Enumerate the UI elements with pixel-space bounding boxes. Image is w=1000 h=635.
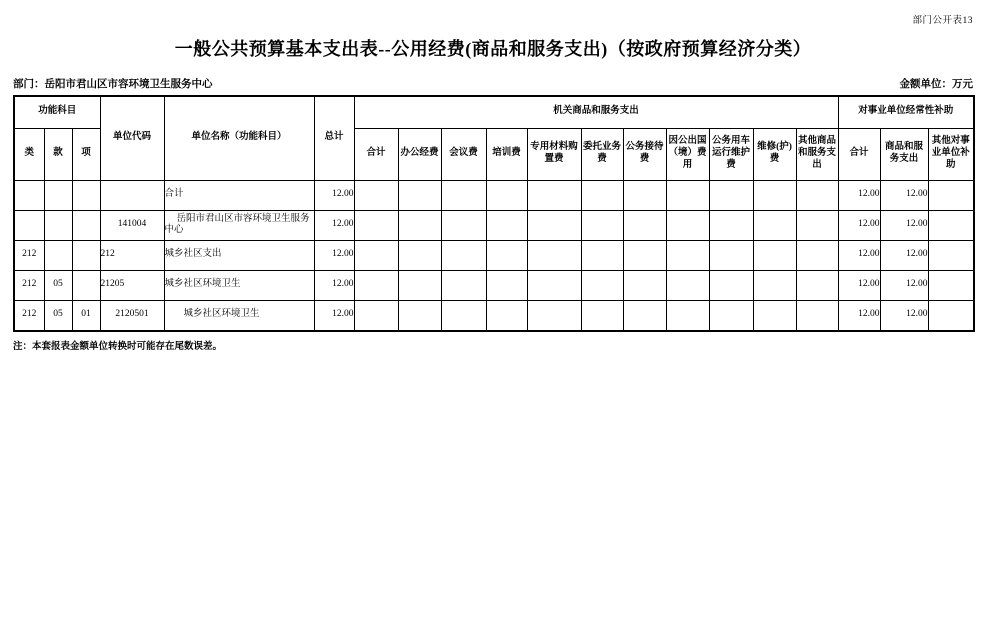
footnote: 注：本套报表金额单位转换时可能存在尾数误差。 xyxy=(13,341,223,352)
cell-agency-value xyxy=(581,300,623,331)
header-unit-name: 单位名称（功能科目） xyxy=(164,96,314,180)
cell-agency-value xyxy=(486,270,527,300)
cell-agency-value xyxy=(398,300,441,331)
header-agency-col-repair: 维修(护)费 xyxy=(753,128,796,180)
cell-agency-value xyxy=(527,240,581,270)
cell-agency-value xyxy=(581,270,623,300)
page-title: 一般公共预算基本支出表--公用经费(商品和服务支出)（按政府预算经济分类） xyxy=(174,39,812,59)
header-subsidy-group: 对事业单位经常性补助 xyxy=(838,96,974,128)
cell-agency-value xyxy=(486,240,527,270)
header-subsidy-col-other: 其他对事业单位补助 xyxy=(928,128,974,180)
cell-unit-name: 合计 xyxy=(164,180,314,210)
cell-unit-code: 212 xyxy=(100,240,164,270)
cell-class: 212 xyxy=(14,300,44,331)
cell-agency-value xyxy=(623,300,666,331)
cell-agency-value xyxy=(581,240,623,270)
amount-unit-label: 金额单位：万元 xyxy=(899,79,973,90)
cell-agency-value xyxy=(398,240,441,270)
cell-subsidy-value xyxy=(928,240,974,270)
cell-subsidy-value xyxy=(928,300,974,331)
cell-unit-code: 21205 xyxy=(100,270,164,300)
cell-subsidy-value: 12.00 xyxy=(880,210,928,240)
header-col-class: 类 xyxy=(14,128,44,180)
header-subsidy-col-goods: 商品和服务支出 xyxy=(880,128,928,180)
cell-agency-value xyxy=(441,270,486,300)
cell-agency-value xyxy=(796,300,838,331)
cell-agency-value xyxy=(666,240,709,270)
cell-agency-value xyxy=(709,270,753,300)
department-label: 部门：岳阳市君山区市容环境卫生服务中心 xyxy=(13,79,213,90)
corner-table-number: 部门公开表13 xyxy=(912,16,973,26)
cell-class xyxy=(14,210,44,240)
table-row xyxy=(14,180,974,210)
cell-section: 05 xyxy=(44,300,72,331)
cell-agency-value xyxy=(486,210,527,240)
header-agency-col-office: 办公经费 xyxy=(398,128,441,180)
cell-agency-value xyxy=(623,180,666,210)
cell-agency-value xyxy=(441,180,486,210)
cell-agency-value xyxy=(398,270,441,300)
cell-agency-value xyxy=(623,240,666,270)
cell-class xyxy=(14,180,44,210)
cell-agency-value xyxy=(796,180,838,210)
cell-agency-value xyxy=(354,300,398,331)
cell-subsidy-value: 12.00 xyxy=(880,180,928,210)
cell-subsidy-value: 12.00 xyxy=(838,270,880,300)
cell-agency-value xyxy=(354,270,398,300)
cell-class: 212 xyxy=(14,240,44,270)
cell-agency-value xyxy=(527,270,581,300)
cell-item xyxy=(72,270,100,300)
cell-unit-code xyxy=(100,180,164,210)
cell-agency-value xyxy=(441,300,486,331)
cell-agency-value xyxy=(796,210,838,240)
cell-agency-value xyxy=(666,270,709,300)
cell-agency-value xyxy=(441,210,486,240)
cell-agency-value xyxy=(486,300,527,331)
cell-agency-value xyxy=(796,240,838,270)
cell-grand-total: 12.00 xyxy=(314,180,354,210)
cell-unit-name: 城乡社区环境卫生 xyxy=(164,270,314,300)
cell-agency-value xyxy=(527,210,581,240)
cell-agency-value xyxy=(354,240,398,270)
cell-agency-value xyxy=(527,180,581,210)
header-agency-col-abroad: 因公出国（境）费用 xyxy=(666,128,709,180)
cell-section xyxy=(44,210,72,240)
meta-line xyxy=(13,76,973,91)
cell-agency-value xyxy=(398,180,441,210)
cell-agency-value xyxy=(527,300,581,331)
cell-agency-value xyxy=(709,210,753,240)
cell-agency-value xyxy=(623,210,666,240)
cell-agency-value xyxy=(796,270,838,300)
cell-unit-name: 城乡社区支出 xyxy=(164,240,314,270)
header-function-group: 功能科目 xyxy=(14,96,100,128)
cell-unit-code: 141004 xyxy=(100,210,164,240)
cell-section xyxy=(44,240,72,270)
cell-subsidy-value: 12.00 xyxy=(838,210,880,240)
cell-class: 212 xyxy=(14,270,44,300)
table-header xyxy=(14,96,974,180)
cell-agency-value xyxy=(354,180,398,210)
header-col-item: 项 xyxy=(72,128,100,180)
cell-agency-value xyxy=(666,210,709,240)
cell-item xyxy=(72,180,100,210)
cell-agency-value xyxy=(623,270,666,300)
header-agency-col-meeting: 会议费 xyxy=(441,128,486,180)
cell-unit-name: 城乡社区环境卫生 xyxy=(164,300,314,331)
cell-subsidy-value xyxy=(928,210,974,240)
cell-grand-total: 12.00 xyxy=(314,210,354,240)
table-row xyxy=(14,300,974,331)
header-agency-col-training: 培训费 xyxy=(486,128,527,180)
cell-agency-value xyxy=(709,240,753,270)
cell-item xyxy=(72,240,100,270)
cell-agency-value xyxy=(581,210,623,240)
cell-item: 01 xyxy=(72,300,100,331)
header-agency-col-reception: 公务接待费 xyxy=(623,128,666,180)
cell-agency-value xyxy=(666,180,709,210)
table-row xyxy=(14,210,974,240)
cell-agency-value xyxy=(486,180,527,210)
cell-subsidy-value: 12.00 xyxy=(880,270,928,300)
cell-grand-total: 12.00 xyxy=(314,300,354,331)
cell-agency-value xyxy=(753,210,796,240)
table-row xyxy=(14,270,974,300)
cell-grand-total: 12.00 xyxy=(314,270,354,300)
cell-agency-value xyxy=(581,180,623,210)
cell-item xyxy=(72,210,100,240)
header-grand-total: 总计 xyxy=(314,96,354,180)
cell-agency-value xyxy=(709,300,753,331)
cell-subsidy-value: 12.00 xyxy=(880,240,928,270)
cell-agency-value xyxy=(753,270,796,300)
cell-agency-value xyxy=(753,240,796,270)
header-row-groups xyxy=(14,96,974,128)
header-agency-col-materials: 专用材料购置费 xyxy=(527,128,581,180)
header-agency-col-commission: 委托业务费 xyxy=(581,128,623,180)
cell-section: 05 xyxy=(44,270,72,300)
cell-unit-code: 2120501 xyxy=(100,300,164,331)
cell-subsidy-value: 12.00 xyxy=(838,300,880,331)
table-body xyxy=(14,180,974,331)
header-agency-group: 机关商品和服务支出 xyxy=(354,96,838,128)
cell-subsidy-value xyxy=(928,270,974,300)
cell-grand-total: 12.00 xyxy=(314,240,354,270)
header-agency-col-other: 其他商品和服务支出 xyxy=(796,128,838,180)
cell-agency-value xyxy=(398,210,441,240)
cell-agency-value xyxy=(709,180,753,210)
budget-table xyxy=(13,95,975,332)
cell-unit-name: 岳阳市君山区市容环境卫生服务中心 xyxy=(164,210,314,240)
header-unit-code: 单位代码 xyxy=(100,96,164,180)
header-col-section: 款 xyxy=(44,128,72,180)
cell-subsidy-value: 12.00 xyxy=(880,300,928,331)
header-subsidy-col-total: 合计 xyxy=(838,128,880,180)
cell-section xyxy=(44,180,72,210)
cell-agency-value xyxy=(753,180,796,210)
cell-subsidy-value: 12.00 xyxy=(838,180,880,210)
cell-agency-value xyxy=(354,210,398,240)
cell-subsidy-value xyxy=(928,180,974,210)
header-agency-col-total: 合计 xyxy=(354,128,398,180)
cell-agency-value xyxy=(753,300,796,331)
cell-agency-value xyxy=(666,300,709,331)
cell-subsidy-value: 12.00 xyxy=(838,240,880,270)
cell-agency-value xyxy=(441,240,486,270)
header-agency-col-vehicle: 公务用车运行维护费 xyxy=(709,128,753,180)
table-row xyxy=(14,240,974,270)
